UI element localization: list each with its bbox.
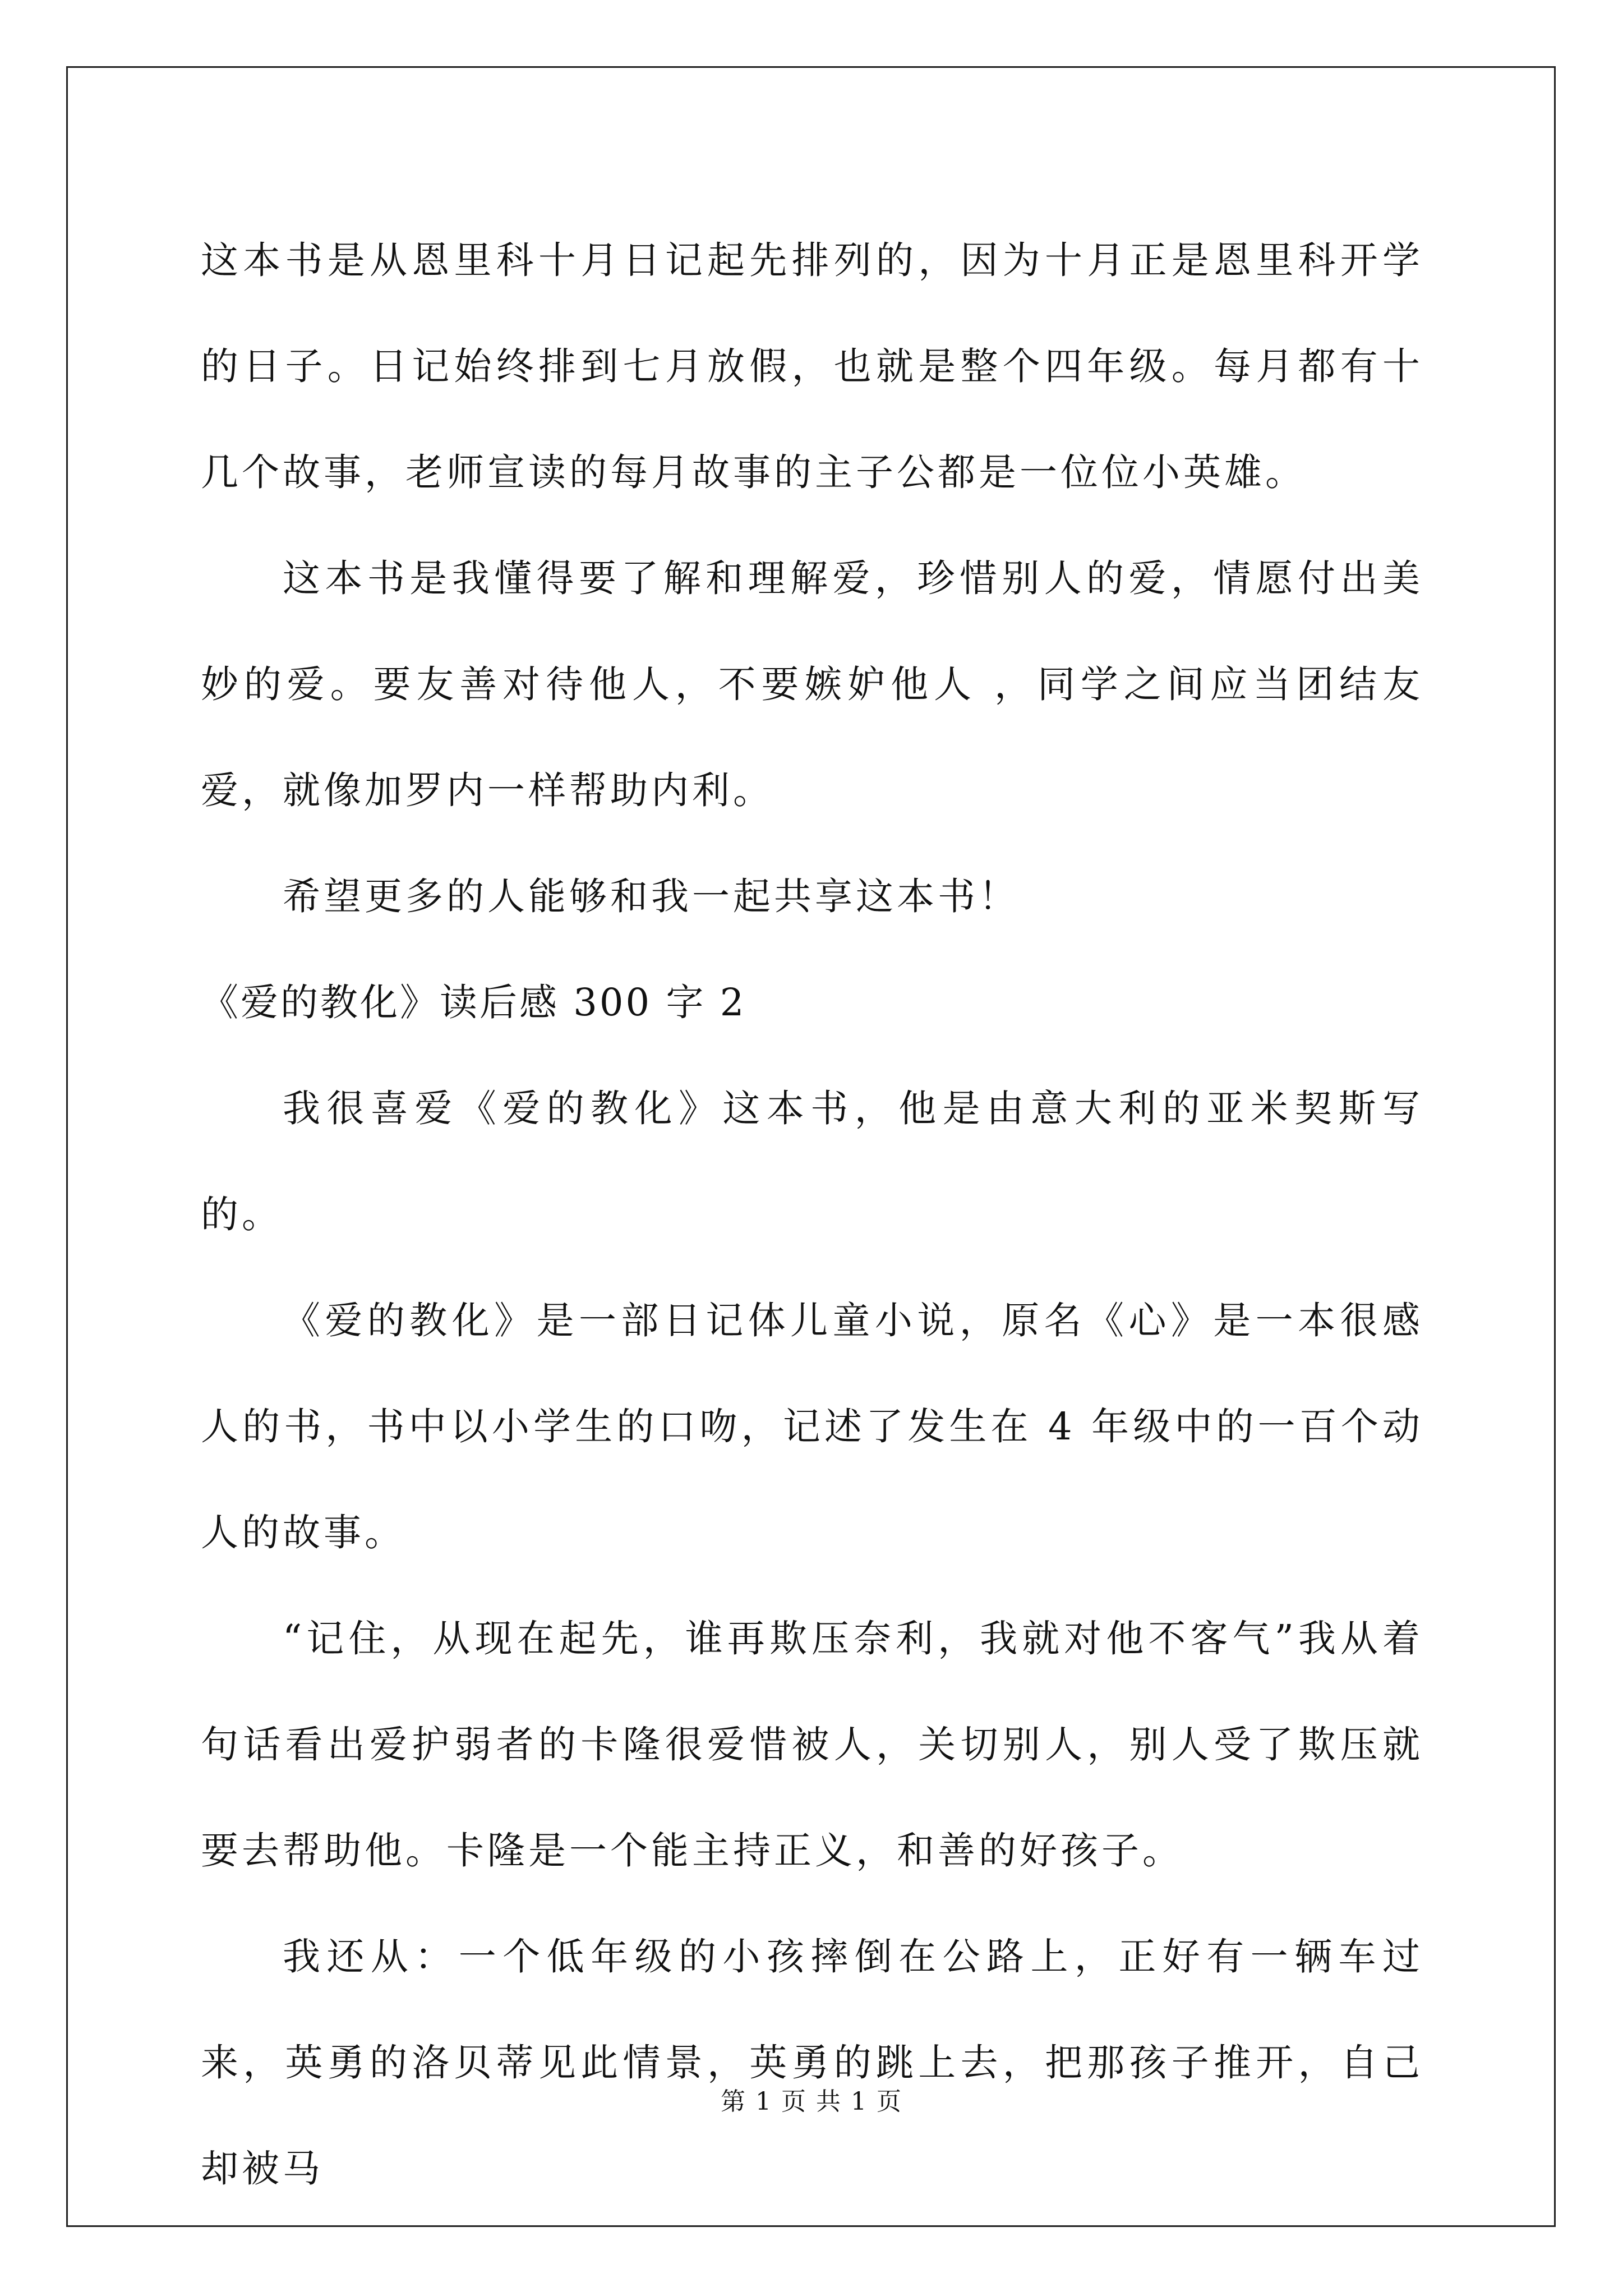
- paragraph: 这本书是我懂得要了解和理解爱，珍惜别人的爱，情愿付出美妙的爱。要友善对待他人，不要嫉妒他人 ，同学之间应当团结友爱，就像加罗内一样帮助内利。: [201, 556, 1423, 812]
- paragraph: 这本书是从恩里科十月日记起先排列的，因为十月正是恩里科开学的日子。日记始终排到七月放假，也就是整个四年级。每月都有十几个故事，老师宣读的每月故事的主子公都是一位位小英雄。: [201, 238, 1423, 494]
- document-body: [201, 208, 1423, 2222]
- section-heading: 《爱的教化》读后感 300 字 2: [201, 981, 746, 1024]
- page-footer: 第 1 页 共 1 页: [721, 2087, 902, 2116]
- paragraph: 我还从：一个低年级的小孩摔倒在公路上，正好有一辆车过来，英勇的洛贝蒂见此情景，英勇的跳上去，把那孩子推开，自己却被马: [201, 1935, 1423, 2191]
- paragraph: 我很喜爱《爱的教化》这本书，他是由意大利的亚米契斯写的。: [201, 1087, 1423, 1236]
- paragraph: 希望更多的人能够和我一起共享这本书！: [283, 875, 1020, 918]
- paragraph: “记住，从现在起先，谁再欺压奈利，我就对他不客气”我从着句话看出爱护弱者的卡隆很爱惜被人，关切别人，别人受了欺压就要去帮助他。卡隆是一个能主持正义，和善的好孩子。: [201, 1617, 1423, 1872]
- paragraph: 《爱的教化》是一部日记体儿童小说，原名《心》是一本很感人的书，书中以小学生的口吻，记述了发生在 4 年级中的一百个动人的故事。: [201, 1299, 1423, 1554]
